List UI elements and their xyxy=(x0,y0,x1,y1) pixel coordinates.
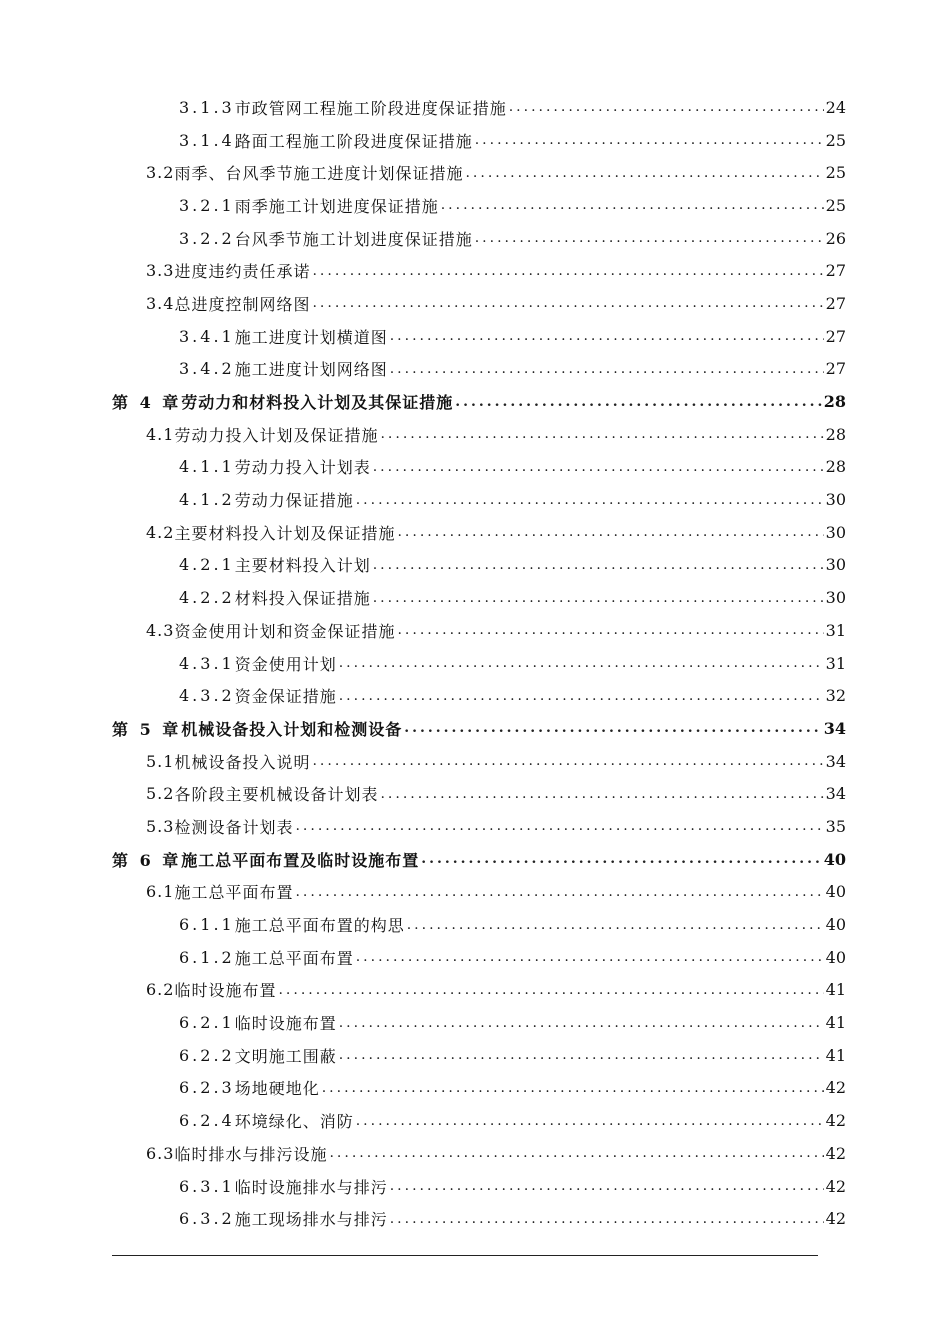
toc-entry-page-number: 27 xyxy=(825,326,846,346)
toc-entry[interactable] xyxy=(0,1006,950,1039)
toc-entry-title: 总进度控制网络图 xyxy=(174,294,311,314)
toc-entry-number: 6.1 xyxy=(146,882,175,902)
toc-chapter-entry[interactable] xyxy=(0,712,950,745)
toc-entry[interactable] xyxy=(0,549,950,582)
toc-entry-title: 施工总平面布置 xyxy=(174,883,294,903)
toc-entry-page-number: 30 xyxy=(825,522,846,542)
toc-entry-title: 检测设备计划表 xyxy=(174,817,294,837)
toc-entry-title: 临时设施布置 xyxy=(174,981,277,1001)
toc-dot-leader xyxy=(404,720,821,736)
toc-entry[interactable] xyxy=(0,647,950,680)
toc-entry[interactable] xyxy=(0,679,950,712)
toc-entry-page-number: 25 xyxy=(825,195,846,215)
toc-entry[interactable] xyxy=(0,516,950,549)
toc-entry-number: 3.2 xyxy=(146,163,175,183)
toc-entry-page-number: 28 xyxy=(825,457,846,477)
toc-dot-leader xyxy=(390,361,824,377)
toc-entry-number: 4.3 xyxy=(146,620,175,640)
toc-entry[interactable] xyxy=(0,353,950,386)
toc-dot-leader xyxy=(397,524,823,540)
toc-entry-number: 3.3 xyxy=(146,261,175,281)
toc-entry[interactable] xyxy=(0,1039,950,1072)
toc-entry-page-number: 42 xyxy=(825,1078,846,1098)
toc-dot-leader xyxy=(373,459,824,475)
toc-entry-number: 4.1.1 xyxy=(179,457,235,477)
toc-entry[interactable] xyxy=(0,581,950,614)
toc-dot-leader xyxy=(373,590,824,606)
table-of-contents xyxy=(0,91,950,1235)
toc-entry[interactable] xyxy=(0,287,950,320)
toc-entry[interactable] xyxy=(0,320,950,353)
toc-entry-page-number: 32 xyxy=(825,686,846,706)
toc-entry[interactable] xyxy=(0,1072,950,1105)
toc-entry-page-number: 41 xyxy=(825,980,846,1000)
toc-entry[interactable] xyxy=(0,1170,950,1203)
toc-entry-number: 6.1.1 xyxy=(179,915,235,935)
toc-chapter-entry[interactable] xyxy=(0,385,950,418)
toc-entry-title: 施工进度计划横道图 xyxy=(234,327,388,347)
toc-dot-leader xyxy=(397,622,823,638)
toc-entry-number: 4.2.2 xyxy=(179,588,235,608)
toc-entry-title: 临时排水与排污设施 xyxy=(174,1144,328,1164)
toc-dot-leader xyxy=(356,1113,824,1129)
toc-entry-page-number: 40 xyxy=(825,915,846,935)
toc-entry-title: 施工总平面布置 xyxy=(234,948,354,968)
toc-entry-number: 3.2.2 xyxy=(179,228,235,248)
toc-dot-leader xyxy=(339,688,824,704)
toc-entry-title: 劳动力保证措施 xyxy=(234,491,354,511)
toc-entry-page-number: 34 xyxy=(825,751,846,771)
toc-entry-title: 临时设施排水与排污 xyxy=(234,1177,388,1197)
toc-dot-leader xyxy=(356,492,824,508)
toc-entry-title: 材料投入保证措施 xyxy=(234,589,371,609)
toc-dot-leader xyxy=(339,1047,824,1063)
toc-entry-page-number: 24 xyxy=(825,97,846,117)
toc-entry-page-number: 30 xyxy=(825,555,846,575)
toc-entry[interactable] xyxy=(0,941,950,974)
toc-entry-number: 4.3.2 xyxy=(179,686,235,706)
toc-dot-leader xyxy=(475,132,824,148)
toc-entry-number: 6.2 xyxy=(146,980,175,1000)
toc-entry-page-number: 28 xyxy=(825,424,846,444)
toc-entry-title: 施工进度计划网络图 xyxy=(234,360,388,380)
toc-entry-page-number: 42 xyxy=(825,1111,846,1131)
toc-entry-title: 雨季、台风季节施工进度计划保证措施 xyxy=(174,164,464,184)
toc-entry-number: 6.2.1 xyxy=(179,1013,235,1033)
toc-dot-leader xyxy=(390,328,824,344)
toc-dot-leader xyxy=(295,818,823,834)
toc-entry-title: 施工总平面布置的构思 xyxy=(234,916,405,936)
toc-entry[interactable] xyxy=(0,156,950,189)
toc-entry-number: 5.2 xyxy=(146,784,175,804)
footer-divider xyxy=(112,1255,818,1256)
toc-entry-number: 6.2.2 xyxy=(179,1045,235,1065)
toc-entry[interactable] xyxy=(0,1137,950,1170)
toc-dot-leader xyxy=(465,165,823,181)
toc-entry-number: 3.1.4 xyxy=(179,130,235,150)
toc-dot-leader xyxy=(329,1145,823,1161)
toc-entry-page-number: 40 xyxy=(825,882,846,902)
toc-entry-number: 6.1.2 xyxy=(179,947,235,967)
toc-entry-number: 6.3.2 xyxy=(179,1209,235,1229)
toc-entry[interactable] xyxy=(0,451,950,484)
toc-dot-leader xyxy=(312,753,823,769)
toc-entry-title: 雨季施工计划进度保证措施 xyxy=(234,196,439,216)
toc-entry-title: 进度违约责任承诺 xyxy=(174,262,311,282)
toc-entry-title: 施工现场排水与排污 xyxy=(234,1210,388,1230)
toc-entry[interactable] xyxy=(0,418,950,451)
toc-entry-page-number: 30 xyxy=(825,588,846,608)
toc-dot-leader xyxy=(339,655,824,671)
toc-entry-number: 第 6 章 xyxy=(112,850,182,870)
toc-entry-title: 台风季节施工计划进度保证措施 xyxy=(234,229,473,249)
toc-entry[interactable] xyxy=(0,974,950,1007)
toc-entry-number: 第 4 章 xyxy=(112,393,182,413)
toc-chapter-entry[interactable] xyxy=(0,843,950,876)
toc-entry[interactable] xyxy=(0,908,950,941)
toc-entry-page-number: 40 xyxy=(825,947,846,967)
toc-entry-number: 4.1 xyxy=(146,424,175,444)
toc-entry-title: 主要材料投入计划及保证措施 xyxy=(174,523,396,543)
toc-entry-title: 施工总平面布置及临时设施布置 xyxy=(181,850,420,870)
toc-dot-leader xyxy=(373,557,824,573)
toc-entry-page-number: 26 xyxy=(825,228,846,248)
toc-entry-title: 劳动力和材料投入计划及其保证措施 xyxy=(181,393,454,413)
toc-entry[interactable] xyxy=(0,254,950,287)
toc-dot-leader xyxy=(322,1080,824,1096)
toc-entry-title: 资金使用计划和资金保证措施 xyxy=(174,621,396,641)
toc-entry[interactable] xyxy=(0,810,950,843)
toc-dot-leader xyxy=(278,982,823,998)
toc-dot-leader xyxy=(390,1211,824,1227)
toc-dot-leader xyxy=(441,197,824,213)
toc-dot-leader xyxy=(390,1178,824,1194)
toc-entry[interactable] xyxy=(0,189,950,222)
toc-entry[interactable] xyxy=(0,777,950,810)
toc-entry[interactable] xyxy=(0,483,950,516)
toc-entry-page-number: 35 xyxy=(825,816,846,836)
toc-entry[interactable] xyxy=(0,1104,950,1137)
toc-entry-page-number: 27 xyxy=(825,359,846,379)
toc-entry-page-number: 27 xyxy=(825,261,846,281)
toc-entry-number: 5.3 xyxy=(146,816,175,836)
toc-entry-page-number: 42 xyxy=(825,1176,846,1196)
toc-entry-page-number: 34 xyxy=(825,784,846,804)
toc-entry-number: 4.1.2 xyxy=(179,490,235,510)
toc-entry[interactable] xyxy=(0,1202,950,1235)
toc-entry-title: 机械设备投入计划和检测设备 xyxy=(181,719,403,739)
toc-entry-page-number: 41 xyxy=(825,1013,846,1033)
toc-entry-page-number: 31 xyxy=(825,653,846,673)
toc-entry-page-number: 25 xyxy=(825,130,846,150)
toc-entry-number: 3.4.2 xyxy=(179,359,235,379)
toc-entry-title: 机械设备投入说明 xyxy=(174,752,311,772)
toc-dot-leader xyxy=(312,263,823,279)
toc-entry-number: 6.3 xyxy=(146,1143,175,1163)
toc-entry-number: 3.2.1 xyxy=(179,195,235,215)
toc-entry-page-number: 30 xyxy=(825,490,846,510)
toc-entry-number: 3.1.3 xyxy=(179,97,235,117)
toc-entry-title: 资金使用计划 xyxy=(234,654,337,674)
toc-entry-page-number: 42 xyxy=(825,1209,846,1229)
toc-entry-number: 3.4 xyxy=(146,293,175,313)
toc-entry-title: 环境绿化、消防 xyxy=(234,1112,354,1132)
toc-entry-title: 劳动力投入计划表 xyxy=(234,458,371,478)
toc-entry-number: 4.2 xyxy=(146,522,175,542)
toc-entry[interactable] xyxy=(0,124,950,157)
toc-entry-number: 4.2.1 xyxy=(179,555,235,575)
toc-entry[interactable] xyxy=(0,745,950,778)
toc-dot-leader xyxy=(455,394,821,410)
toc-entry-title: 场地硬地化 xyxy=(234,1079,320,1099)
toc-entry[interactable] xyxy=(0,614,950,647)
toc-dot-leader xyxy=(356,949,824,965)
toc-dot-leader xyxy=(295,884,823,900)
toc-entry-number: 4.3.1 xyxy=(179,653,235,673)
toc-entry[interactable] xyxy=(0,876,950,909)
toc-entry-page-number: 28 xyxy=(823,392,846,412)
toc-entry-number: 5.1 xyxy=(146,751,175,771)
toc-entry-page-number: 31 xyxy=(825,620,846,640)
toc-dot-leader xyxy=(475,230,824,246)
toc-dot-leader xyxy=(380,786,823,802)
toc-entry-number: 6.3.1 xyxy=(179,1176,235,1196)
toc-entry[interactable] xyxy=(0,91,950,124)
toc-dot-leader xyxy=(339,1015,824,1031)
toc-entry-page-number: 40 xyxy=(823,849,846,869)
toc-entry[interactable] xyxy=(0,222,950,255)
toc-entry-title: 资金保证措施 xyxy=(234,687,337,707)
toc-dot-leader xyxy=(312,295,823,311)
toc-entry-title: 路面工程施工阶段进度保证措施 xyxy=(234,131,473,151)
toc-entry-number: 3.4.1 xyxy=(179,326,235,346)
toc-entry-title: 临时设施布置 xyxy=(234,1014,337,1034)
toc-entry-title: 劳动力投入计划及保证措施 xyxy=(174,425,379,445)
toc-entry-title: 文明施工围蔽 xyxy=(234,1046,337,1066)
toc-dot-leader xyxy=(380,426,823,442)
toc-entry-title: 各阶段主要机械设备计划表 xyxy=(174,785,379,805)
toc-entry-page-number: 42 xyxy=(825,1143,846,1163)
toc-entry-number: 6.2.3 xyxy=(179,1078,235,1098)
toc-entry-title: 主要材料投入计划 xyxy=(234,556,371,576)
toc-entry-page-number: 34 xyxy=(823,718,846,738)
toc-entry-page-number: 27 xyxy=(825,293,846,313)
toc-entry-page-number: 41 xyxy=(825,1045,846,1065)
toc-entry-number: 6.2.4 xyxy=(179,1111,235,1131)
toc-entry-page-number: 25 xyxy=(825,163,846,183)
toc-dot-leader xyxy=(509,99,824,115)
toc-dot-leader xyxy=(421,851,821,867)
toc-entry-title: 市政管网工程施工阶段进度保证措施 xyxy=(234,98,507,118)
toc-entry-number: 第 5 章 xyxy=(112,719,182,739)
toc-dot-leader xyxy=(407,917,824,933)
